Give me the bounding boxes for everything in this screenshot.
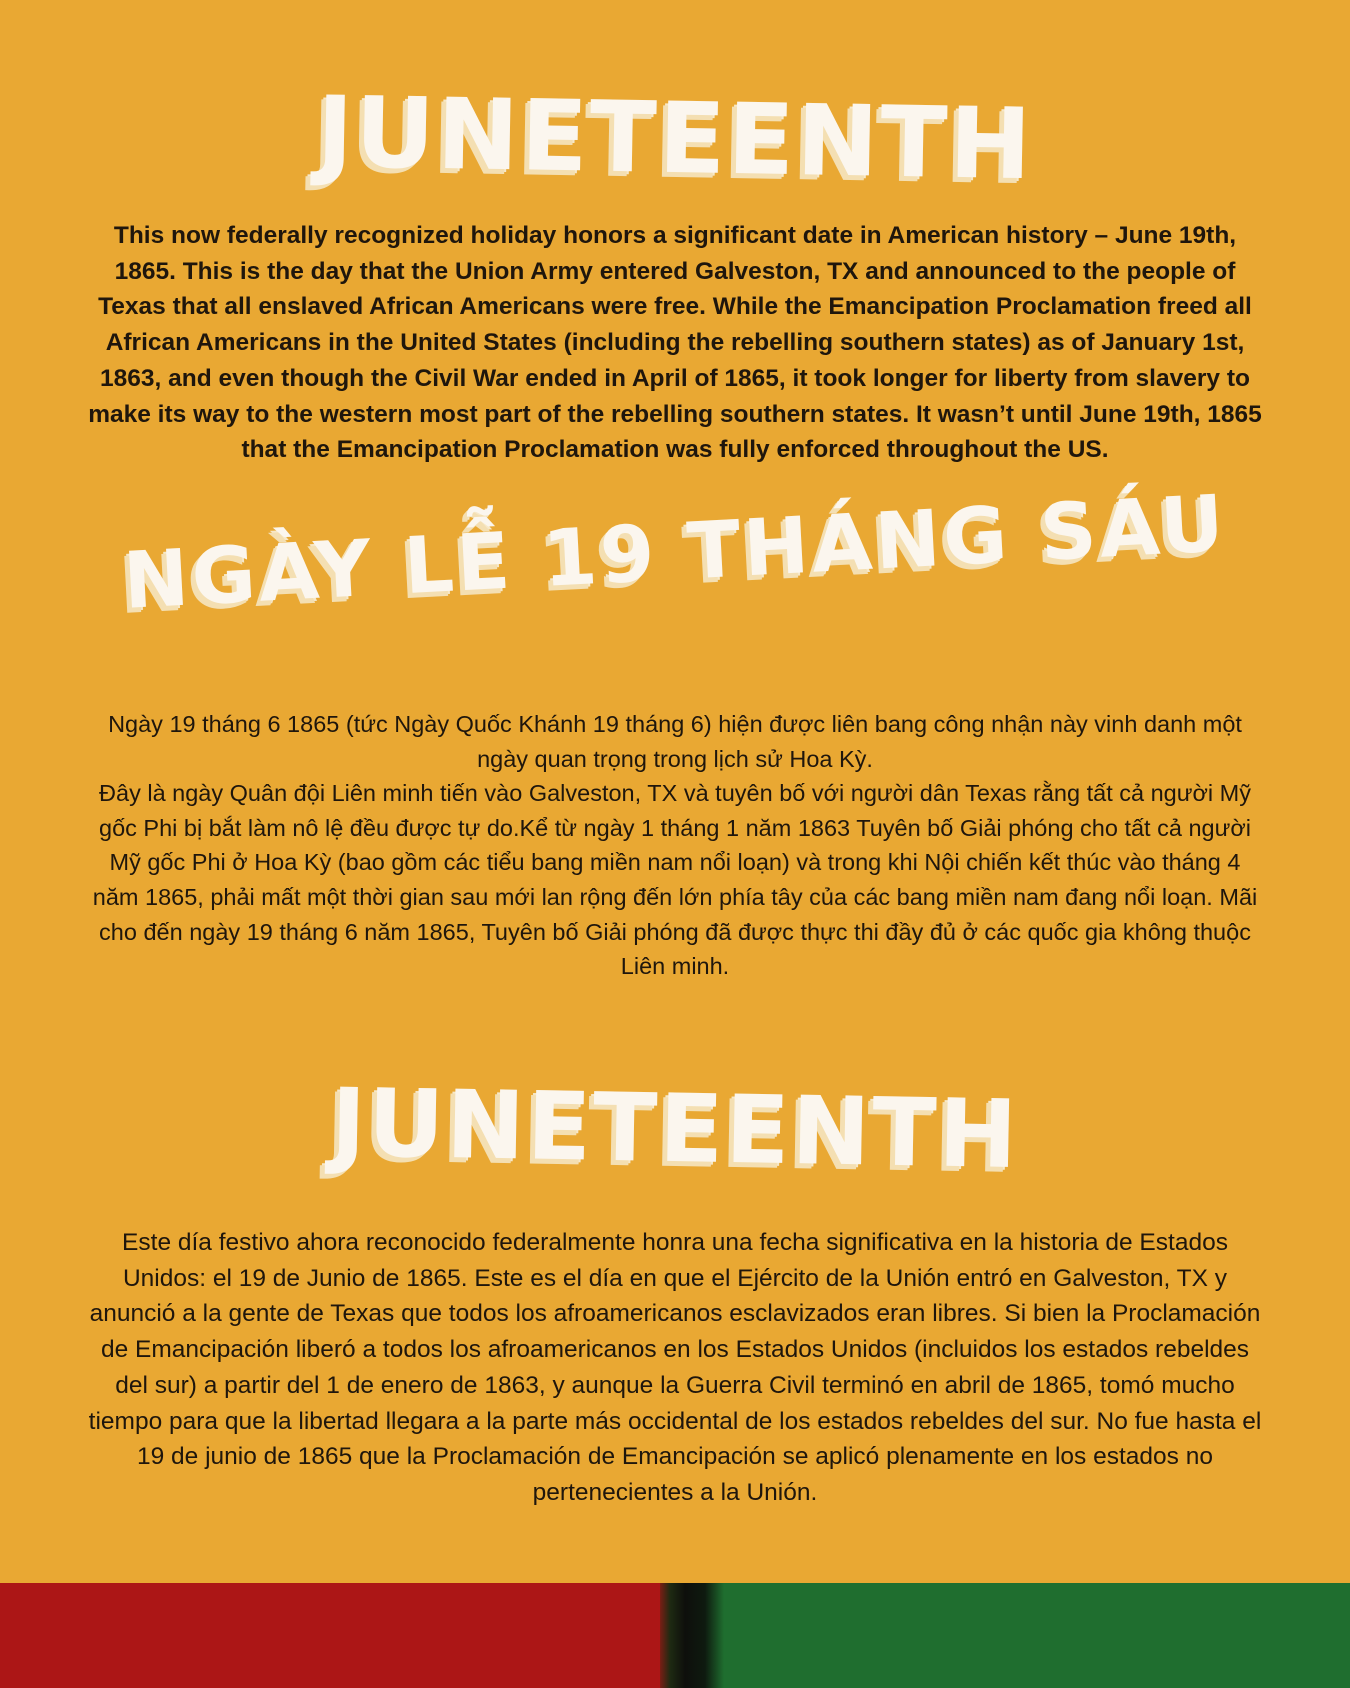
- heading-english: JUNETEENTH: [315, 75, 1035, 203]
- heading-spanish: JUNETEENTH: [329, 1069, 1020, 1190]
- paragraph-vietnamese-line1: Ngày 19 tháng 6 1865 (tức Ngày Quốc Khánh 19 tháng 6) hiện được liên bang công nhận này vinh danh một ngày quan trọng trong lịch sử Hoa Kỳ.: [108, 711, 1242, 772]
- red-stripe: [0, 1583, 660, 1688]
- black-stripe: [660, 1583, 724, 1688]
- heading-vietnamese: NGÀY LỄ 19 THÁNG SÁU: [121, 479, 1229, 627]
- paragraph-vietnamese-line2: Đây là ngày Quân đội Liên minh tiến vào Galveston, TX và tuyên bố với người dân Texas rằng tất cả người Mỹ gốc Phi bị bắt làm nô lệ đều được tự do.Kể từ ngày 1 tháng 1 năm 1863 Tuyên bố Giải phóng cho tất cả người Mỹ gốc Phi ở Hoa Kỳ (bao gồm các tiểu bang miền nam nổi loạn) và trong khi Nội chiến kết thúc vào tháng 4 năm 1865, phải mất một thời gian sau mới lan rộng đến lớn phía tây của các bang miền nam đang nổi loạn. Mãi cho đến ngày 19 tháng 6 năm 1865, Tuyên bố Giải phóng đã được thực thi đầy đủ ở các quốc gia không thuộc Liên minh.: [92, 780, 1258, 980]
- paragraph-english: This now federally recognized holiday honors a significant date in American history – June 19th, 1865. This is the day that the Union Army entered Galveston, TX and announced to the people of Texas that all enslaved African Americans were free. While the Emancipation Proclamation freed all African Americans in the United States (including the rebelling southern states) as of January 1st, 1863, and even though the Civil War ended in April of 1865, it took longer for liberty from slavery to make its way to the western most part of the rebelling southern states. It wasn’t until June 19th, 1865 that the Emancipation Proclamation was fully enforced throughout the US.: [88, 222, 1262, 464]
- pan-african-flag-bar: [0, 1583, 1350, 1688]
- paragraph-spanish: Este día festivo ahora reconocido federalmente honra una fecha significativa en la historia de Estados Unidos: el 19 de Junio de 1865. Este es el día en que el Ejército de la Unión entró en Galveston, TX y anunció a la gente de Texas que todos los afroamericanos esclavizados eran libres. Si bien la Proclamación de Emancipación liberó a todos los afroamericanos en los Estados Unidos (incluidos los estados rebeldes del sur) a partir del 1 de enero de 1863, y aunque la Guerra Civil terminó en abril de 1865, tomó mucho tiempo para que la libertad llegara a la parte más occidental de los estados rebeldes del sur. No fue hasta el 19 de junio de 1865 que la Proclamación de Emancipación se aplicó plenamente en los estados no pertenecientes a la Unión.: [88, 1229, 1262, 1506]
- green-stripe: [724, 1583, 1350, 1688]
- paragraph-vietnamese: [85, 707, 1265, 984]
